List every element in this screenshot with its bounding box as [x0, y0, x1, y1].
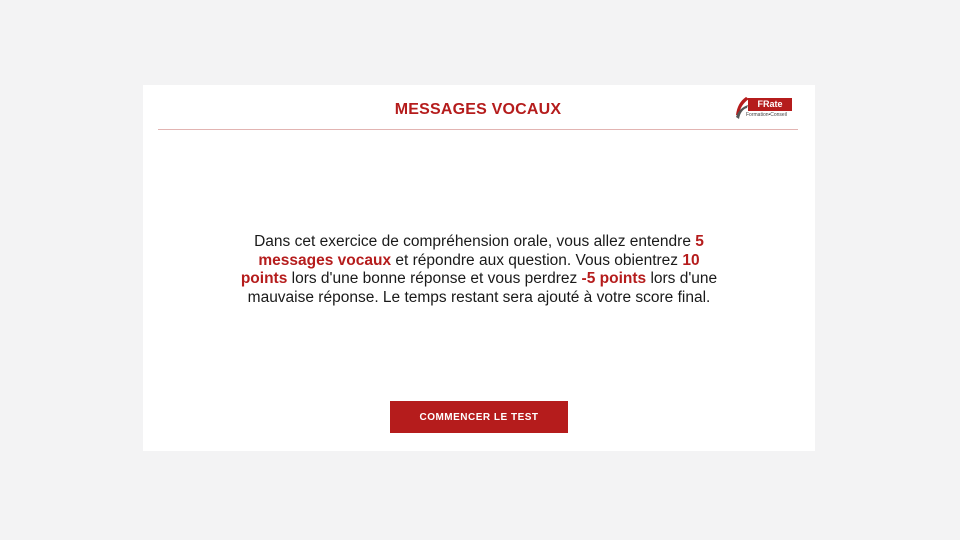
- instructions-part-2: et répondre aux question. Vous obientrez: [391, 251, 683, 269]
- card-header: [158, 85, 798, 130]
- page-title: MESSAGES VOCAUX: [394, 101, 562, 118]
- brand-logo: [732, 95, 796, 123]
- instructions-part-4: lors d'une mauvaise réponse. Le temps restant sera ajouté à votre score final.: [247, 270, 718, 306]
- start-test-button[interactable]: COMMENCER LE TEST: [390, 401, 568, 433]
- highlight-correct-points: 10 points: [240, 251, 700, 287]
- instructions-part-3: lors d'une bonne réponse et vous perdrez: [287, 270, 582, 287]
- highlight-message-count: 5 messages vocaux: [258, 233, 704, 269]
- instructions-text: [239, 233, 719, 307]
- logo-wordmark: FRate: [748, 98, 792, 111]
- intro-card: [143, 85, 815, 451]
- instructions-part-1: Dans cet exercice de compréhension orale, vous allez entendre: [254, 233, 696, 250]
- logo-tagline: Formation•Conseil: [746, 112, 787, 118]
- highlight-penalty-points: -5 points: [581, 270, 647, 287]
